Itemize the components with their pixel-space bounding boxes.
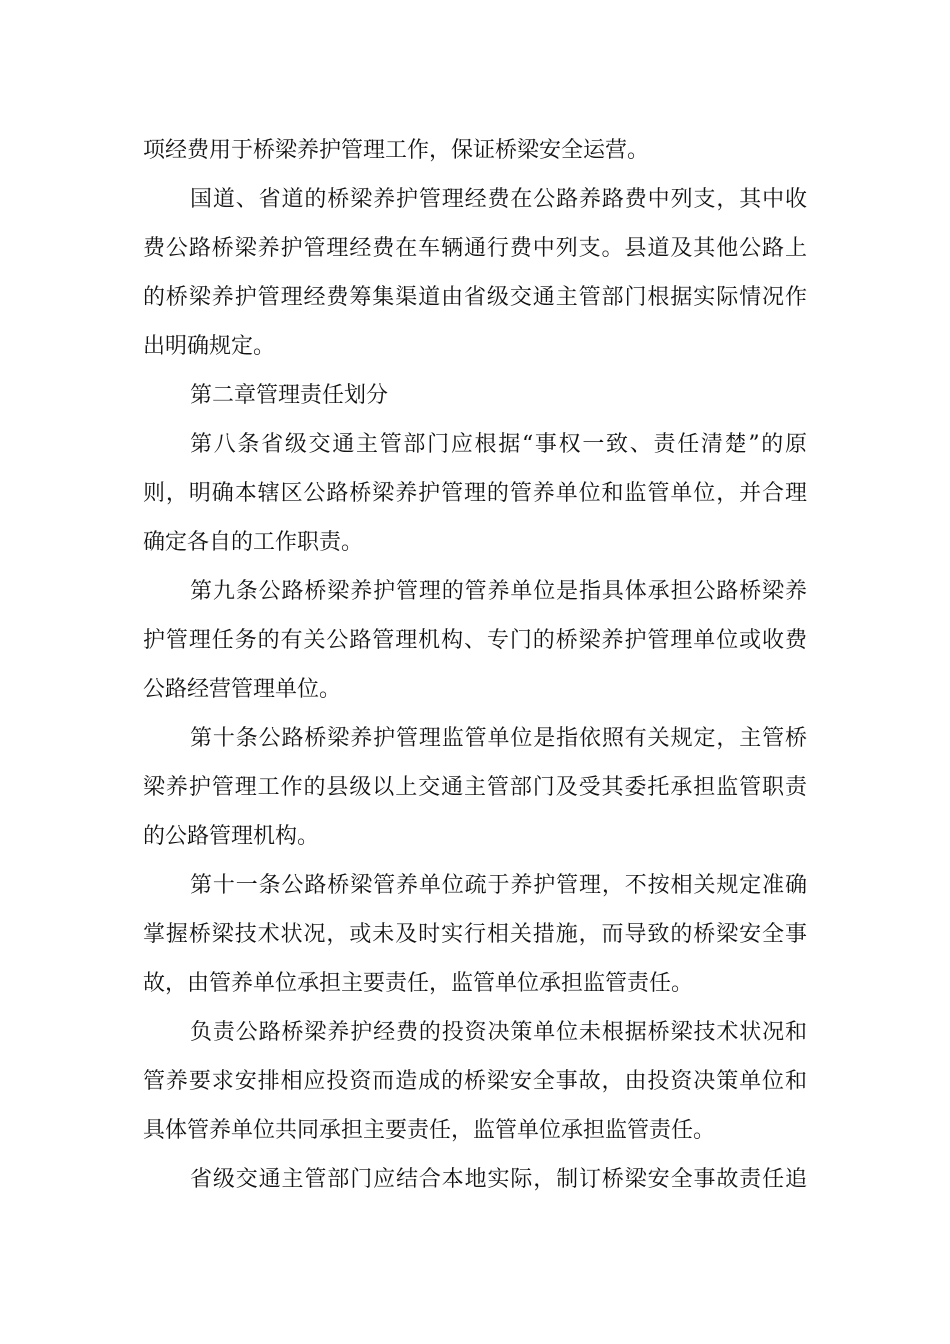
- text-line: 项经费用于桥梁养护管理工作，保证桥梁安全运营。: [143, 138, 650, 163]
- text-line: 第九条公路桥梁养护管理的管养单位是指具体承担公路桥梁养: [190, 579, 807, 604]
- text-line: 管养要求安排相应投资而造成的桥梁安全事故，由投资决策单位和: [143, 1069, 807, 1094]
- text-line: 第十条公路桥梁养护管理监管单位是指依照有关规定，主管桥: [190, 726, 807, 751]
- text-line: 具体管养单位共同承担主要责任，监管单位承担监管责任。: [143, 1118, 716, 1143]
- text-line: 确定各自的工作职责。: [143, 530, 364, 555]
- text-line: 梁养护管理工作的县级以上交通主管部门及受其委托承担监管职责: [143, 775, 807, 800]
- text-line: 的桥梁养护管理经费筹集渠道由省级交通主管部门根据实际情况作: [143, 285, 807, 310]
- text-line: 的公路管理机构。: [143, 824, 320, 849]
- text-line: 负责公路桥梁养护经费的投资决策单位未根据桥梁技术状况和: [190, 1020, 807, 1045]
- text-line: 第八条省级交通主管部门应根据“事权一致、责任清楚”的原: [190, 432, 807, 457]
- text-line: 故，由管养单位承担主要责任，监管单位承担监管责任。: [143, 971, 694, 996]
- document-body: [143, 126, 807, 1204]
- text-line: 费公路桥梁养护管理经费在车辆通行费中列支。县道及其他公路上: [143, 236, 807, 261]
- text-line: 出明确规定。: [143, 334, 276, 359]
- chapter-heading: 第二章管理责任划分: [190, 383, 389, 408]
- text-line: 护管理任务的有关公路管理机构、专门的桥梁养护管理单位或收费: [143, 628, 807, 653]
- text-line: 省级交通主管部门应结合本地实际，制订桥梁安全事故责任追: [190, 1167, 807, 1192]
- text-line: 第十一条公路桥梁管养单位疏于养护管理，不按相关规定准确: [190, 873, 807, 898]
- text-line: 掌握桥梁技术状况，或未及时实行相关措施，而导致的桥梁安全事: [143, 922, 807, 947]
- text-line: 公路经营管理单位。: [143, 677, 342, 702]
- text-line: 国道、省道的桥梁养护管理经费在公路养路费中列支，其中收: [190, 187, 807, 212]
- text-line: 则，明确本辖区公路桥梁养护管理的管养单位和监管单位，并合理: [143, 481, 807, 506]
